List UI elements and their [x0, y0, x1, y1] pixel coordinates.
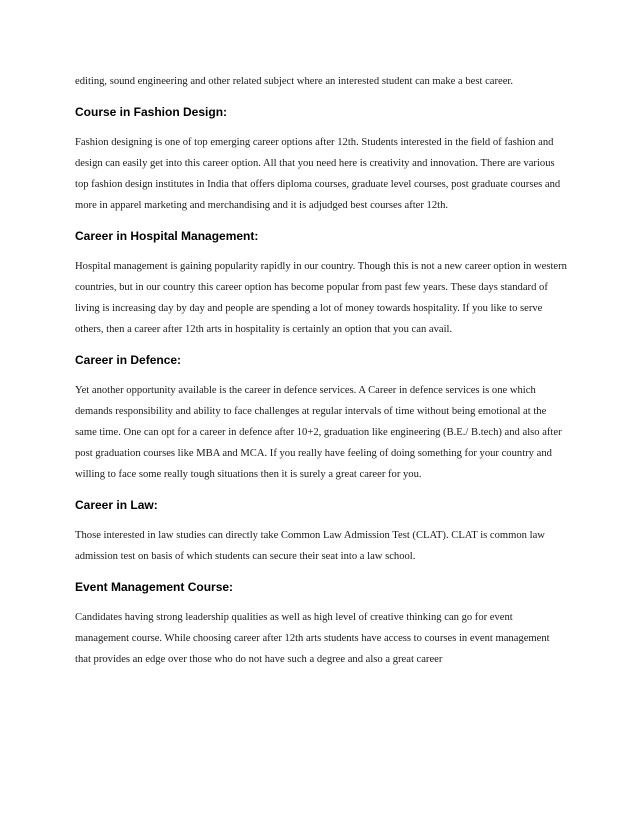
intro-paragraph: editing, sound engineering and other related subject where an interested student can make a best career.: [75, 76, 513, 87]
heading-hospital-management: Career in Hospital Management:: [75, 229, 259, 243]
document-page: [75, 71, 567, 670]
paragraph-hospital-management: Hospital management is gaining popularity rapidly in our country. Though this is not a new career option in western countries, but in our country this career option has become popular from past few years. These days standard of living is increasing day by day and people are spending a lot of money towards hospitality. If you like to serve others, then a career after 12th arts in hospitality is certainly an option that you can avail.: [75, 261, 567, 335]
paragraph-defence: Yet another opportunity available is the career in defence services. A Career in defence services is one which demands responsibility and ability to face challenges at regular intervals of time without being emotional at the same time. One can opt for a career in defence after 10+2, graduation like engineering (B.E./ B.tech) and also after post graduation courses like MBA and MCA. If you really have feeling of doing something for your country and willing to face some really tough situations then it is surely a great career for you.: [75, 385, 562, 480]
paragraph-event-management: Candidates having strong leadership qualities as well as high level of creative thinking can go for event management course. While choosing career after 12th arts students have access to courses in event management that provides an edge over those who do not have such a degree and also a great career: [75, 612, 550, 665]
paragraph-law: Those interested in law studies can directly take Common Law Admission Test (CLAT). CLAT is common law admission test on basis of which students can secure their seat into a law school.: [75, 530, 545, 562]
paragraph-fashion-design: Fashion designing is one of top emerging career options after 12th. Students interested in the field of fashion and design can easily get into this career option. All that you need here is creativity and innovation. There are various top fashion design institutes in India that offers diploma courses, graduate level courses, post graduate courses and more in apparel marketing and merchandising and it is adjudged best courses after 12th.: [75, 137, 561, 211]
heading-law: Career in Law:: [75, 498, 158, 512]
heading-fashion-design: Course in Fashion Design:: [75, 105, 228, 119]
heading-event-management: Event Management Course:: [75, 580, 234, 594]
heading-defence: Career in Defence:: [75, 353, 182, 367]
